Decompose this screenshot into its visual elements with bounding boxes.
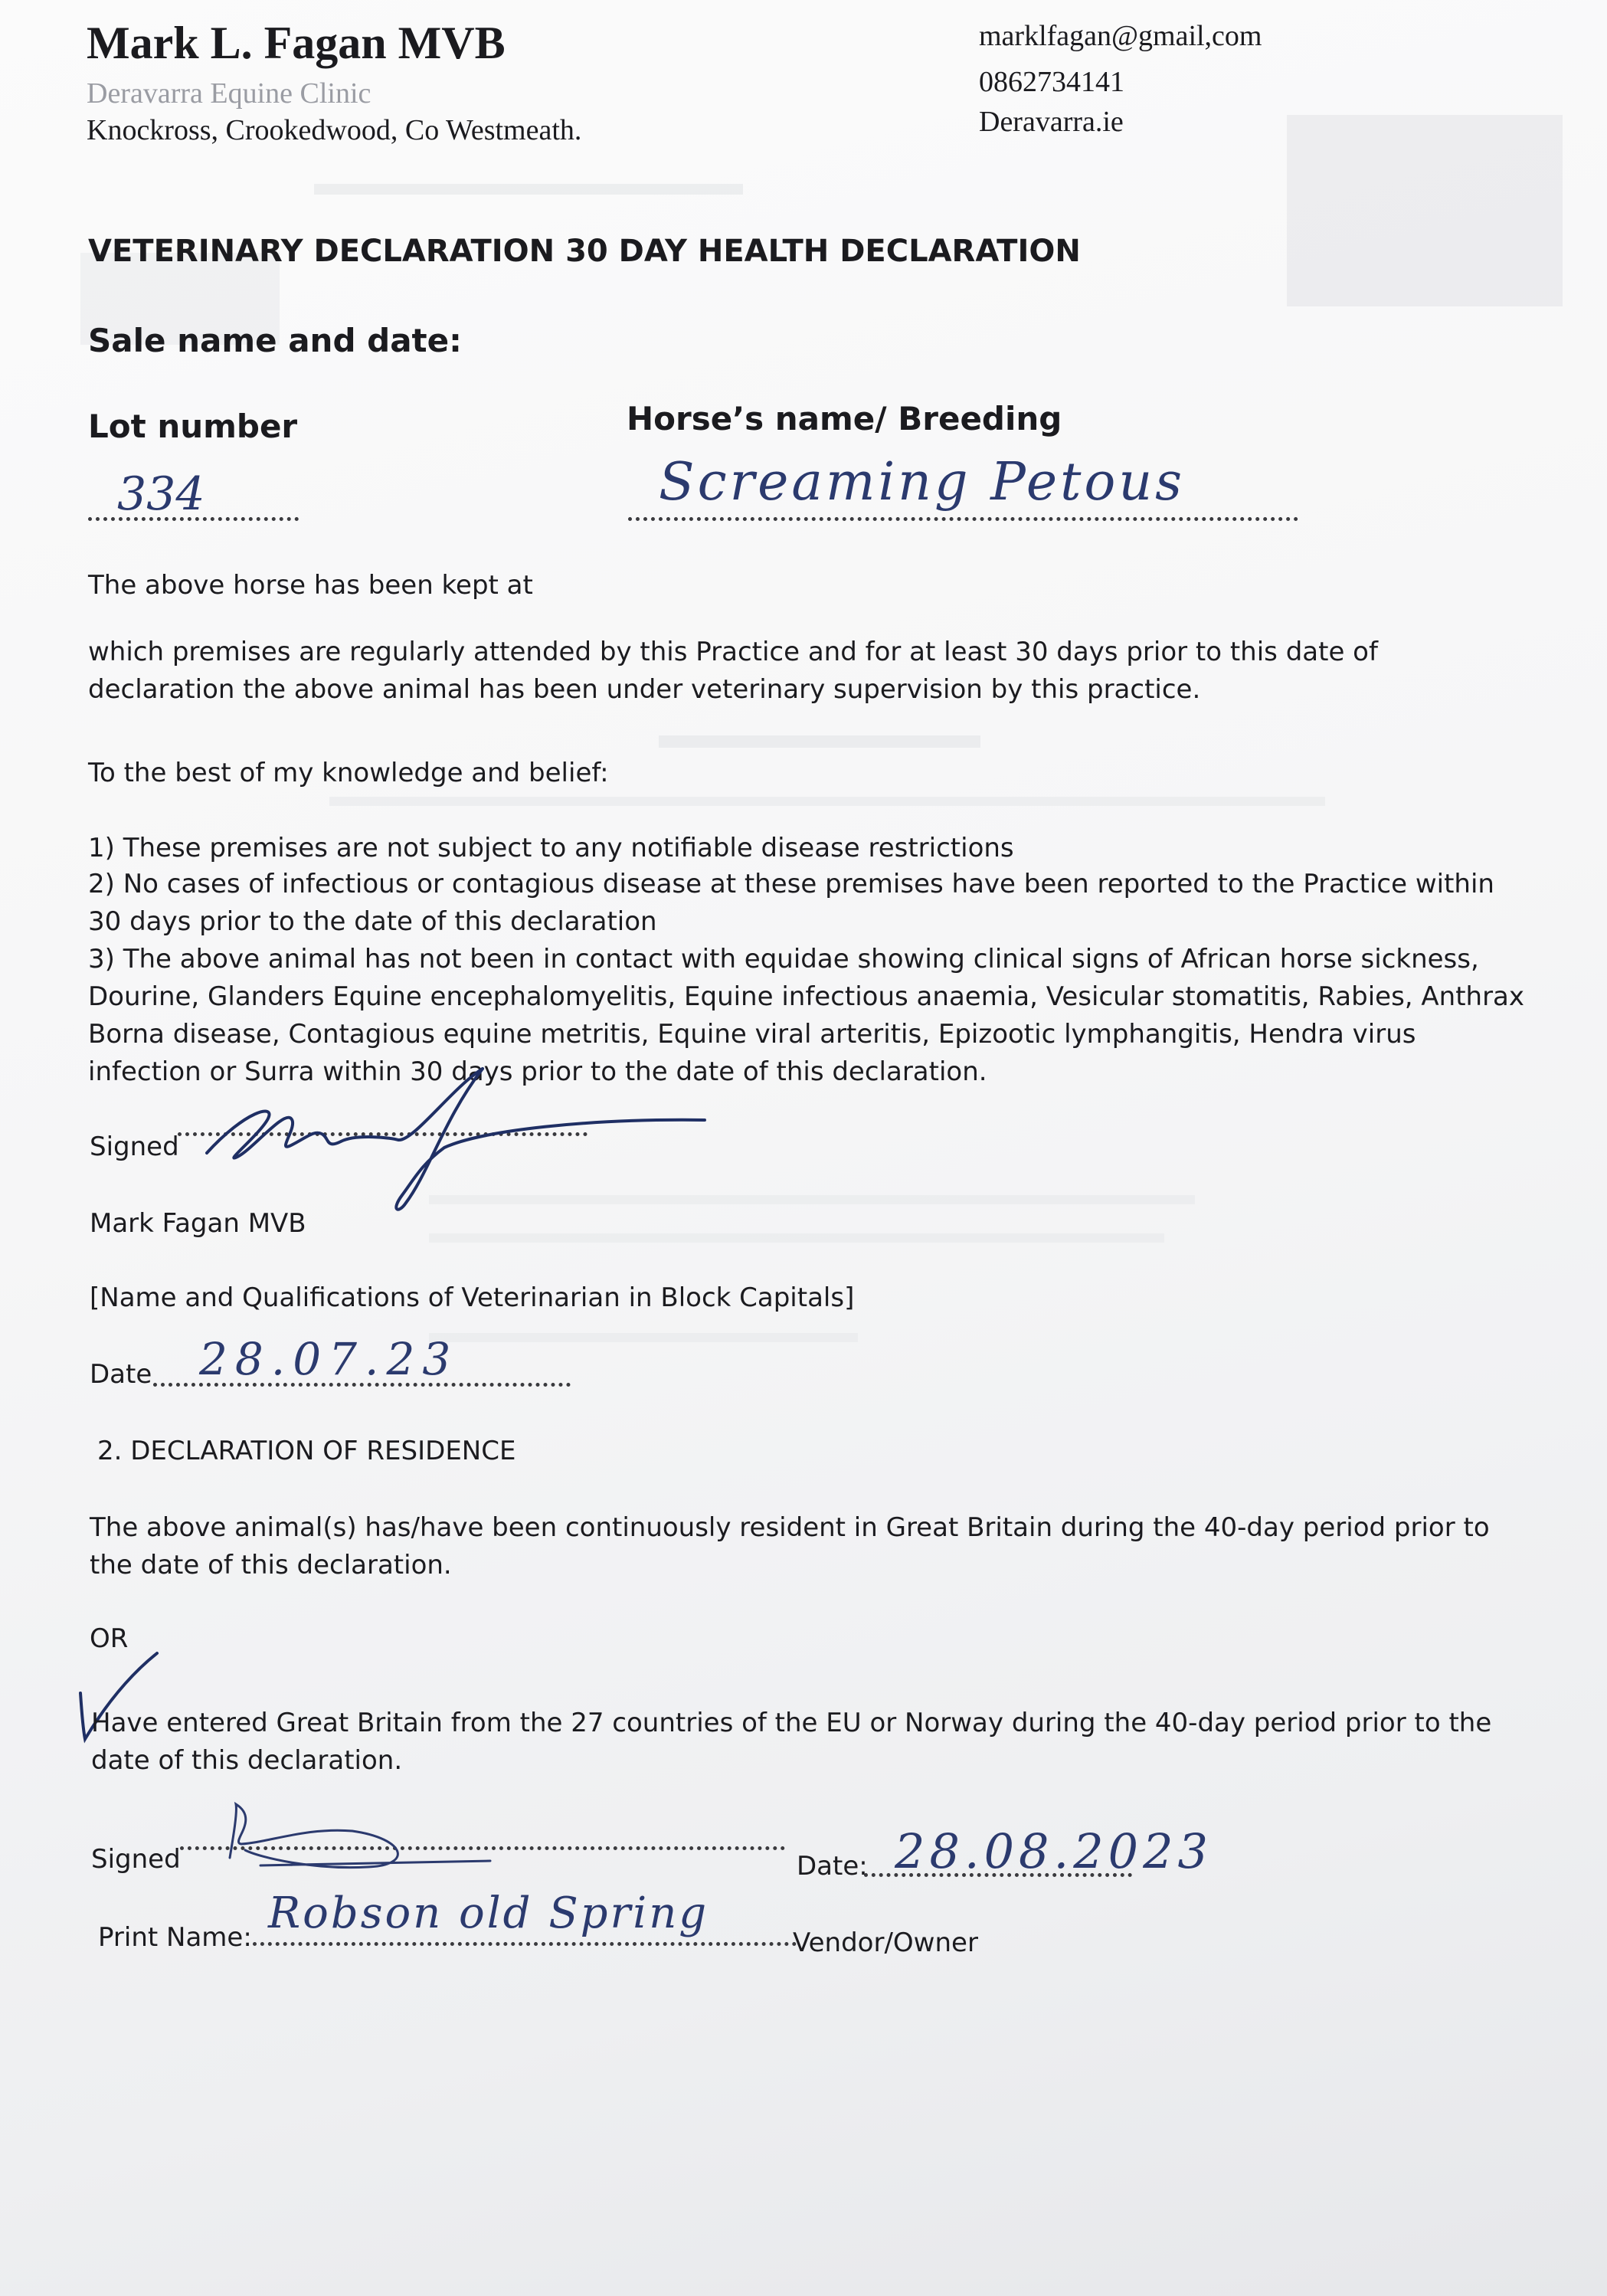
block-capitals-note: [Name and Qualifications of Veterinarian in Block Capitals] [90, 1282, 855, 1313]
vet-signature-image [191, 1057, 712, 1218]
item-1: 1) These premises are not subject to any notifiable disease restrictions [88, 833, 1014, 863]
vet-date-value: 28.07.23 [199, 1333, 459, 1385]
horse-name-value: Screaming Petous [659, 452, 1186, 513]
contact-email[interactable]: marklfagan@gmail,com [979, 20, 1262, 52]
owner-signed-label: Signed [91, 1844, 181, 1875]
lot-number-field[interactable] [88, 467, 299, 521]
document-title: VETERINARY DECLARATION 30 DAY HEALTH DECLARATION [88, 234, 1081, 269]
vendor-owner-label: Vendor/Owner [793, 1928, 978, 1958]
belief-text: To the best of my knowledge and belief: [88, 758, 609, 788]
contact-website[interactable]: Deravarra.ie [979, 106, 1124, 138]
clinic-address: Knockross, Crookedwood, Co Westmeath. [87, 114, 582, 146]
owner-signature-image [214, 1797, 521, 1881]
sale-name-label: Sale name and date: [88, 322, 462, 359]
lot-number-label: Lot number [88, 408, 298, 445]
vet-date-label: Date [90, 1359, 152, 1390]
or-text: OR [90, 1623, 129, 1654]
clinic-name: Deravarra Equine Clinic [87, 77, 371, 110]
horse-name-label: Horse’s name/ Breeding [627, 400, 1062, 437]
owner-date-label: Date: [797, 1851, 868, 1882]
lot-number-value: 334 [117, 467, 205, 521]
owner-date-field[interactable] [864, 1823, 1213, 1879]
print-name-label: Print Name: [98, 1922, 252, 1953]
residence-heading: 2. DECLARATION OF RESIDENCE [97, 1436, 516, 1466]
horse-name-field[interactable] [628, 452, 1298, 521]
contact-phone[interactable]: 0862734141 [979, 66, 1124, 98]
vet-name-heading: Mark L. Fagan MVB [87, 18, 506, 68]
vet-date-field[interactable] [153, 1333, 571, 1387]
kept-at-text: The above horse has been kept at [88, 570, 533, 601]
vet-signed-label: Signed [90, 1132, 179, 1162]
item-2: 2) No cases of infectious or contagious disease at these premises have been reported to the Practice within 30 days prior to the date of this declaration [88, 869, 1494, 937]
item-3: 3) The above animal has not been in contact with equidae showing clinical signs of African horse sickness, Dourine, Glanders Equine encephalomyelitis, Equine infectious anaemia, Vesicular stomatitis, Rabies, Anthrax Borna disease, Contagious equine metritis, Equine viral arteritis, Epizootic lymphangitis, Hendra virus infection or Surra within 30 days prior to the date of this declaration. [88, 944, 1525, 1087]
print-name-value: Robson old Spring [268, 1888, 709, 1938]
residence-statement: The above animal(s) has/have been continuously resident in Great Britain during the 40-day period prior to the date of this declaration. [90, 1512, 1490, 1580]
print-name-field[interactable] [253, 1888, 797, 1946]
residence-statement-2: Have entered Great Britain from the 27 countries of the EU or Norway during the 40-day period prior to the date of this declaration. [91, 1708, 1492, 1776]
vet-name-printed: Mark Fagan MVB [90, 1208, 306, 1239]
owner-date-value: 28.08.2023 [895, 1823, 1213, 1879]
premises-paragraph: which premises are regularly attended by this Practice and for at least 30 days prior to this date of declaration the above animal has been under veterinary supervision by this practice. [88, 637, 1378, 705]
